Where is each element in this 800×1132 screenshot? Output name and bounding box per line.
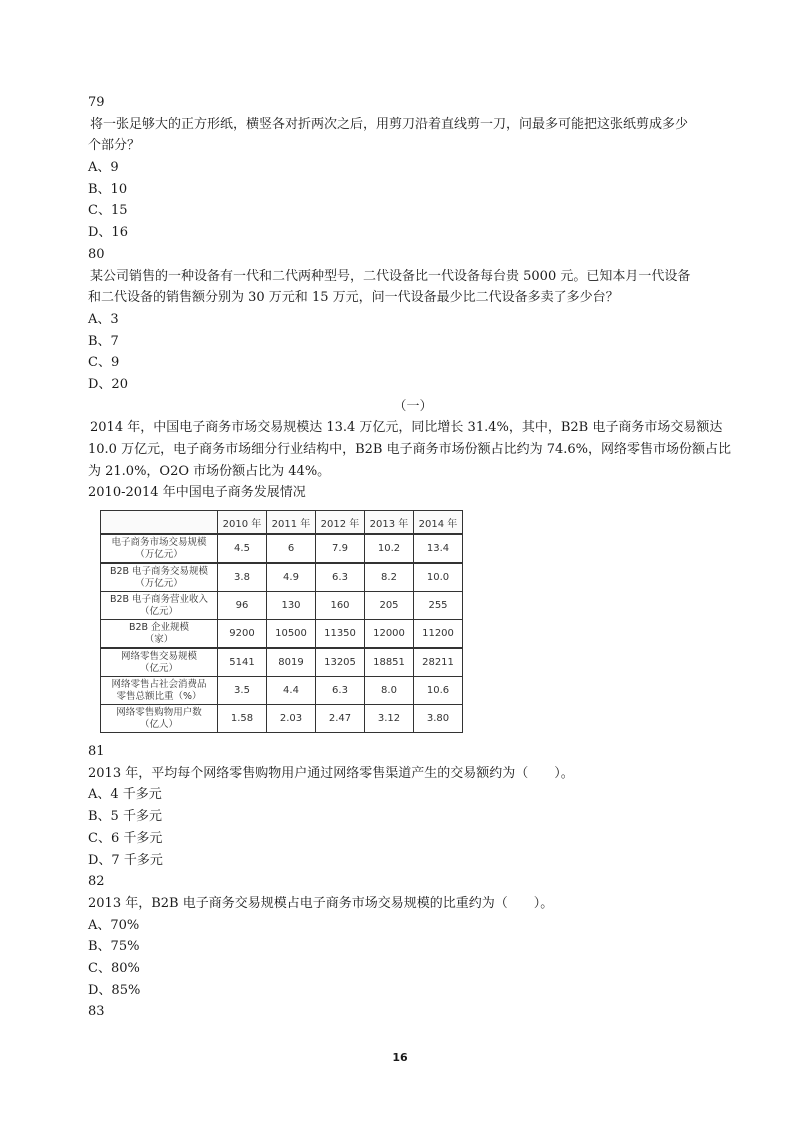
table-cell: 6.3	[316, 563, 365, 592]
row-label: B2B 电子商务交易规模 （万亿元）	[101, 563, 218, 592]
table-cell: 13.4	[414, 534, 463, 563]
table-row	[101, 620, 463, 649]
table-cell: 160	[316, 592, 365, 620]
row-label: 网络零售占社会消费品 零售总额比重（%）	[101, 677, 218, 705]
table-cell: 6.3	[316, 677, 365, 705]
table-cell: 2.03	[267, 705, 316, 733]
table-cell: 4.4	[267, 677, 316, 705]
option: A、70%	[88, 917, 140, 933]
question-text: 某公司销售的一种设备有一代和二代两种型号，二代设备比一代设备每台贵 5000 元。已知本月一代设备	[90, 268, 691, 284]
question-text: 和二代设备的销售额分别为 30 万元和 15 万元，问一代设备最少比二代设备多卖了多少台？	[88, 290, 619, 306]
passage-text: 为 21.0%，O2O 市场份额占比为 44%。	[88, 463, 331, 479]
table-cell: 5141	[218, 648, 267, 677]
option: B、5 千多元	[88, 809, 162, 825]
table-cell: 4.9	[267, 563, 316, 592]
table-cell: 2.47	[316, 705, 365, 733]
year-header: 2014 年	[414, 511, 463, 535]
table-cell: 9200	[218, 620, 267, 649]
option: B、75%	[88, 939, 140, 955]
row-label: B2B 电子商务营业收入 （亿元）	[101, 592, 218, 620]
option: D、16	[88, 225, 128, 241]
table-cell: 3.80	[414, 705, 463, 733]
year-header: 2013 年	[365, 511, 414, 535]
table-cell: 12000	[365, 620, 414, 649]
table-title: 2010-2014 年中国电子商务发展情况	[88, 485, 306, 501]
table-cell: 11350	[316, 620, 365, 649]
table-cell: 6	[267, 534, 316, 563]
row-label: 电子商务市场交易规模 （万亿元）	[101, 534, 218, 563]
question-number: 81	[88, 744, 105, 760]
table-cell: 3.5	[218, 677, 267, 705]
table-cell: 10.0	[414, 563, 463, 592]
row-label: 网络零售交易规模 （亿元）	[101, 648, 218, 677]
question-number: 82	[88, 874, 105, 890]
table-cell: 7.9	[316, 534, 365, 563]
table-row	[101, 563, 463, 592]
table-cell: 10.6	[414, 677, 463, 705]
section-heading: （一）	[393, 398, 433, 414]
option: D、85%	[88, 982, 141, 998]
table-corner-cell	[101, 511, 218, 535]
data-table	[100, 510, 463, 733]
row-label: 网络零售购物用户数 （亿人）	[101, 705, 218, 733]
table-cell: 28211	[414, 648, 463, 677]
question-number: 83	[88, 1004, 105, 1020]
question-text: 个部分？	[88, 138, 141, 154]
option: C、6 千多元	[88, 830, 163, 846]
year-header: 2011 年	[267, 511, 316, 535]
table-cell: 255	[414, 592, 463, 620]
option: B、10	[88, 181, 128, 197]
question-text: 将一张足够大的正方形纸，横竖各对折两次之后，用剪刀沿着直线剪一刀，问最多可能把这张纸剪成多少	[90, 116, 689, 132]
option: D、20	[88, 376, 128, 392]
table-cell: 1.58	[218, 705, 267, 733]
table-cell: 130	[267, 592, 316, 620]
option: A、9	[88, 160, 119, 176]
passage-text: 10.0 万亿元，电子商务市场细分行业结构中，B2B 电子商务市场份额占比约为 74.6%，网络零售市场份额占比	[88, 442, 732, 457]
option: B、7	[88, 333, 119, 349]
table-row	[101, 592, 463, 620]
table-cell: 10.2	[365, 534, 414, 563]
table-cell: 8019	[267, 648, 316, 677]
table-cell: 10500	[267, 620, 316, 649]
row-label: B2B 企业规模 （家）	[101, 620, 218, 649]
table-cell: 18851	[365, 648, 414, 677]
option: A、3	[88, 311, 119, 327]
passage-text: 2014 年，中国电子商务市场交易规模达 13.4 万亿元，同比增长 31.4%，其中，B2B 电子商务市场交易额达	[90, 420, 723, 436]
question-text: 2013 年，平均每个网络零售购物用户通过网络零售渠道产生的交易额约为（ ）。	[88, 765, 574, 781]
table-header-row	[101, 511, 463, 535]
option: A、4 千多元	[88, 787, 162, 803]
option: C、9	[88, 355, 120, 371]
option: C、15	[88, 203, 128, 219]
table-cell: 3.12	[365, 705, 414, 733]
table-row	[101, 534, 463, 563]
question-number: 80	[88, 246, 105, 262]
table-cell: 96	[218, 592, 267, 620]
table-cell: 13205	[316, 648, 365, 677]
table-cell: 11200	[414, 620, 463, 649]
option: C、80%	[88, 960, 140, 976]
table-cell: 205	[365, 592, 414, 620]
table-cell: 3.8	[218, 563, 267, 592]
table-cell: 4.5	[218, 534, 267, 563]
year-header: 2012 年	[316, 511, 365, 535]
table-row	[101, 677, 463, 705]
table-row	[101, 705, 463, 733]
table-row	[101, 648, 463, 677]
question-number: 79	[88, 95, 105, 110]
option: D、7 千多元	[88, 852, 163, 868]
table-cell: 8.2	[365, 563, 414, 592]
year-header: 2010 年	[218, 511, 267, 535]
document-body	[88, 92, 738, 1023]
page-number: 16	[392, 1051, 408, 1064]
question-text: 2013 年，B2B 电子商务交易规模占电子商务市场交易规模的比重约为（ ）。	[88, 895, 554, 911]
table-cell: 8.0	[365, 677, 414, 705]
